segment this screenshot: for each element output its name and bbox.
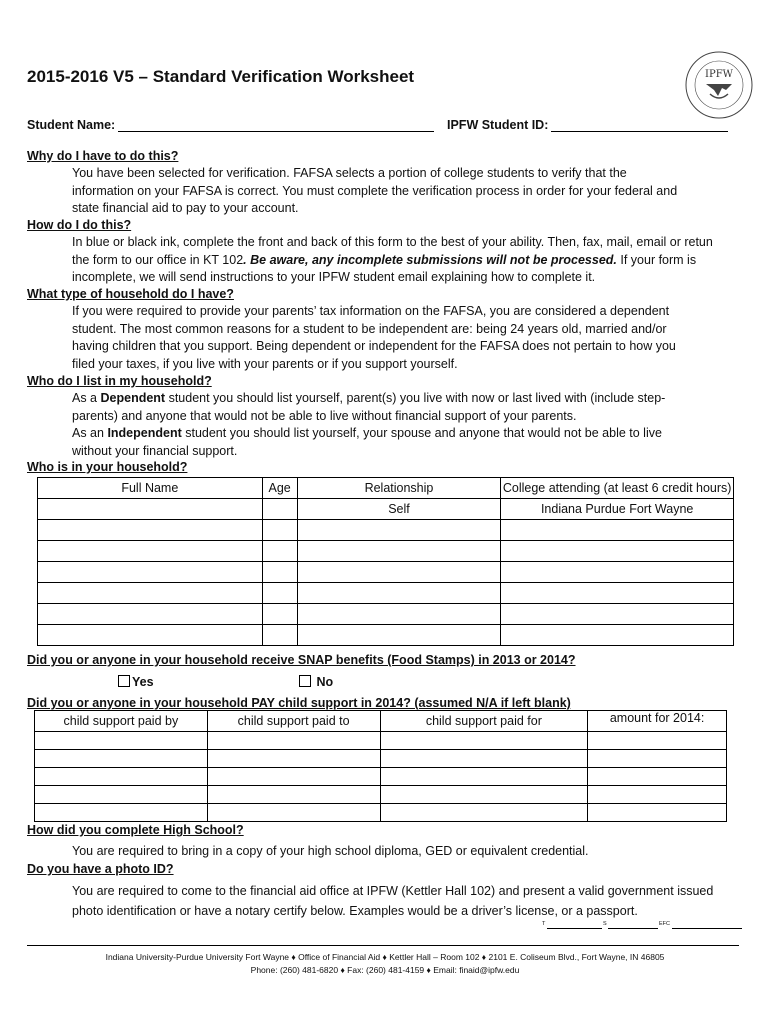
table-cell[interactable] [380, 804, 588, 822]
table-row [38, 604, 734, 625]
how-heading: How do I do this? [27, 218, 132, 232]
high-school-body: You are required to bring in a copy of your high school diploma, GED or equivalent credential. [72, 844, 589, 858]
table-cell[interactable] [38, 499, 263, 520]
table-cell[interactable] [38, 604, 263, 625]
table-row [35, 786, 727, 804]
table-cell[interactable] [501, 604, 734, 625]
table-cell[interactable] [35, 768, 208, 786]
table-cell[interactable] [588, 768, 727, 786]
table-cell[interactable] [35, 732, 208, 750]
table-cell[interactable] [207, 804, 380, 822]
table-cell: Self [297, 499, 501, 520]
student-id-field[interactable] [551, 131, 728, 132]
child-support-table [34, 710, 727, 822]
household-table-header [38, 478, 734, 499]
table-cell[interactable] [207, 768, 380, 786]
table-cell[interactable] [262, 625, 297, 646]
household-table [37, 477, 734, 646]
table-cell[interactable] [262, 604, 297, 625]
who-list-body: As a Dependent student you should list yourself, parent(s) you live with now or last lived with (include step- parents) and anyone that would not be able to live without financial support of your parents. As an Independent student you should list yourself, your spouse and anyone that would not be able to live without your financial support. [72, 391, 666, 458]
snap-yes-option[interactable]: Yes [118, 675, 154, 689]
table-cell[interactable] [380, 732, 588, 750]
table-row [35, 732, 727, 750]
table-row [35, 768, 727, 786]
table-cell[interactable] [297, 583, 501, 604]
table-cell[interactable] [38, 583, 263, 604]
table-cell[interactable] [35, 804, 208, 822]
who-list-heading: Who do I list in my household? [27, 374, 212, 388]
table-row [38, 520, 734, 541]
table-row [38, 562, 734, 583]
ipfw-seal-logo [684, 50, 754, 120]
table-cell[interactable] [262, 499, 297, 520]
table-row [38, 583, 734, 604]
table-row [38, 625, 734, 646]
photo-id-heading: Do you have a photo ID? [27, 862, 174, 876]
office-use-efc-label: EFC [659, 921, 670, 927]
table-cell[interactable] [588, 732, 727, 750]
why-heading: Why do I have to do this? [27, 149, 179, 163]
column-header: child support paid by [35, 711, 208, 732]
table-row [38, 541, 734, 562]
table-cell[interactable] [588, 786, 727, 804]
table-cell[interactable] [380, 786, 588, 804]
table-cell[interactable] [297, 604, 501, 625]
table-cell[interactable] [297, 562, 501, 583]
table-cell[interactable] [262, 541, 297, 562]
table-cell[interactable] [501, 520, 734, 541]
table-cell[interactable] [35, 750, 208, 768]
no-checkbox[interactable] [299, 675, 311, 687]
table-cell[interactable] [38, 562, 263, 583]
table-cell[interactable] [297, 625, 501, 646]
page-title: 2015-2016 V5 – Standard Verification Worksheet [27, 67, 415, 86]
table-cell[interactable] [588, 804, 727, 822]
office-use-t-field[interactable] [547, 928, 602, 929]
yes-checkbox[interactable] [118, 675, 130, 687]
table-cell[interactable] [297, 520, 501, 541]
table-cell[interactable] [262, 583, 297, 604]
table-cell[interactable] [380, 750, 588, 768]
table-cell[interactable] [501, 541, 734, 562]
footer-contact: Phone: (260) 481-6820 ♦ Fax: (260) 481-4159 ♦ Email: finaid@ipfw.edu [250, 965, 520, 975]
table-cell[interactable] [38, 541, 263, 562]
snap-no-option[interactable]: No [299, 675, 333, 689]
table-cell[interactable] [501, 625, 734, 646]
table-row [35, 804, 727, 822]
logo-text: IPFW [705, 69, 733, 80]
table-cell[interactable] [262, 520, 297, 541]
snap-heading: Did you or anyone in your household receive SNAP benefits (Food Stamps) in 2013 or 2014? [27, 653, 576, 667]
column-header: Relationship [297, 478, 501, 499]
footer-divider [27, 945, 739, 946]
who-in-heading: Who is in your household? [27, 460, 188, 474]
column-header: Age [262, 478, 297, 499]
office-use-t-label: T [542, 921, 546, 927]
how-body: In blue or black ink, complete the front and back of this form to the best of your ability. Then, fax, mail, email or retun the form to our office in KT 102. Be aware, any incomplete submissions will not be processed. If your form is incomplete, we will send instructions to your IPFW student email explaining how to complete it. [72, 235, 713, 284]
table-cell[interactable] [380, 768, 588, 786]
column-header: amount for 2014: [588, 711, 727, 732]
table-row [38, 499, 734, 520]
table-cell[interactable] [588, 750, 727, 768]
table-row [35, 750, 727, 768]
table-cell[interactable] [262, 562, 297, 583]
student-name-field[interactable] [118, 131, 434, 132]
table-cell[interactable] [297, 541, 501, 562]
column-header: child support paid to [207, 711, 380, 732]
child-support-table-header [35, 711, 727, 732]
table-cell[interactable] [35, 786, 208, 804]
photo-id-body: You are required to come to the financial aid office at IPFW (Kettler Hall 102) and present a valid government issued photo identification or have a notary certify below. Examples would be a driver’s license, or a passport. [72, 884, 714, 918]
household-type-heading: What type of household do I have? [27, 287, 234, 301]
student-name-label: Student Name: [27, 118, 116, 132]
student-id-label: IPFW Student ID: [447, 118, 549, 132]
table-cell[interactable] [38, 625, 263, 646]
table-cell[interactable] [501, 583, 734, 604]
table-cell[interactable] [207, 750, 380, 768]
child-support-heading: Did you or anyone in your household PAY child support in 2014? (assumed N/A if left blank) [27, 696, 571, 710]
column-header: child support paid for [380, 711, 588, 732]
household-type-body: If you were required to provide your parents’ tax information on the FAFSA, you are considered a dependent student. The most common reasons for a student to be independent are: being 24 years old, married and/or having children that you support. Being dependent or independent for the FAFSA does not pertain to how you filed your taxes, if you live with your parents or if you support yourself. [72, 304, 676, 371]
office-use-s-label: S [603, 921, 607, 927]
column-header: College attending (at least 6 credit hours) [501, 478, 734, 499]
column-header: Full Name [38, 478, 263, 499]
table-cell[interactable] [207, 786, 380, 804]
table-cell[interactable] [207, 732, 380, 750]
table-cell: Indiana Purdue Fort Wayne [501, 499, 734, 520]
high-school-heading: How did you complete High School? [27, 823, 244, 837]
why-body: You have been selected for verification. FAFSA selects a portion of college students to verify that the information on your FAFSA is correct. You must complete the verification process in order for your federal and state financial aid to pay to your account. [72, 166, 678, 215]
office-use-efc-field[interactable] [672, 928, 742, 929]
table-cell[interactable] [38, 520, 263, 541]
table-cell[interactable] [501, 562, 734, 583]
office-use-s-field[interactable] [608, 928, 658, 929]
footer-address: Indiana University-Purdue University Fort Wayne ♦ Office of Financial Aid ♦ Kettler Hall – Room 102 ♦ 2101 E. Coliseum Blvd., Fort Wayne, IN 46805 [105, 952, 665, 962]
